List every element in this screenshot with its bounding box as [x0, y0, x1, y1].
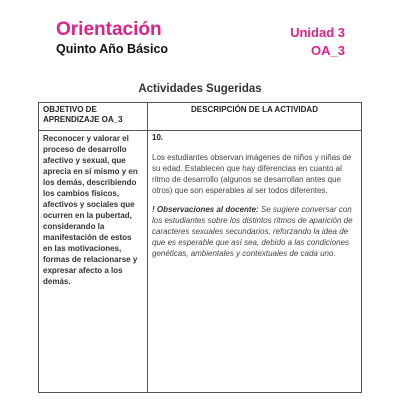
section-heading: Actividades Sugeridas	[138, 83, 262, 95]
document-title: Orientación	[56, 19, 162, 40]
activity-cell	[148, 131, 362, 393]
oa-label: OA_3	[311, 43, 345, 58]
unit-label: Unidad 3	[290, 25, 345, 40]
objective-column-header: OBJETIVO DE APRENDIZAJE OA_3	[39, 103, 148, 131]
observation-text: Se sugiere conversar con los estudiantes sobre los distintos ritmos de aparición de caracteres sexuales secundarios, reforzando la idea de que es esperable que así sea, debido a las condiciones genéticas, ambientales y contextuales de cada uno.	[152, 204, 353, 258]
teacher-observation	[152, 204, 357, 259]
description-column-header: DESCRIPCIÓN DE LA ACTIVIDAD	[148, 103, 362, 131]
objective-cell: Reconocer y valorar el proceso de desarrollo afectivo y sexual, que aprecia en sí mismo y en los demás, describiendo los cambios físicos, afectivos y sociales que ocurren en la pubertad, considerando la manifestación de estos en las motivaciones, formas de relacionarse y expresar afecto a los demás.	[39, 131, 148, 393]
activities-table	[38, 102, 362, 393]
table-row	[39, 131, 362, 393]
observation-label: ! Observaciones al docente:	[152, 204, 259, 214]
activity-description: Los estudiantes observan imágenes de niños y niñas de su edad. Establecen que hay diferencias en cuanto al ritmo de desarrollo (algunos se desarrollan antes que otros) que son esperables al ser todos diferentes.	[152, 152, 352, 195]
document-subtitle: Quinto Año Básico	[56, 42, 169, 56]
page-header	[0, 0, 400, 62]
table-header-row	[39, 103, 362, 131]
activity-number: 10.	[152, 133, 164, 142]
